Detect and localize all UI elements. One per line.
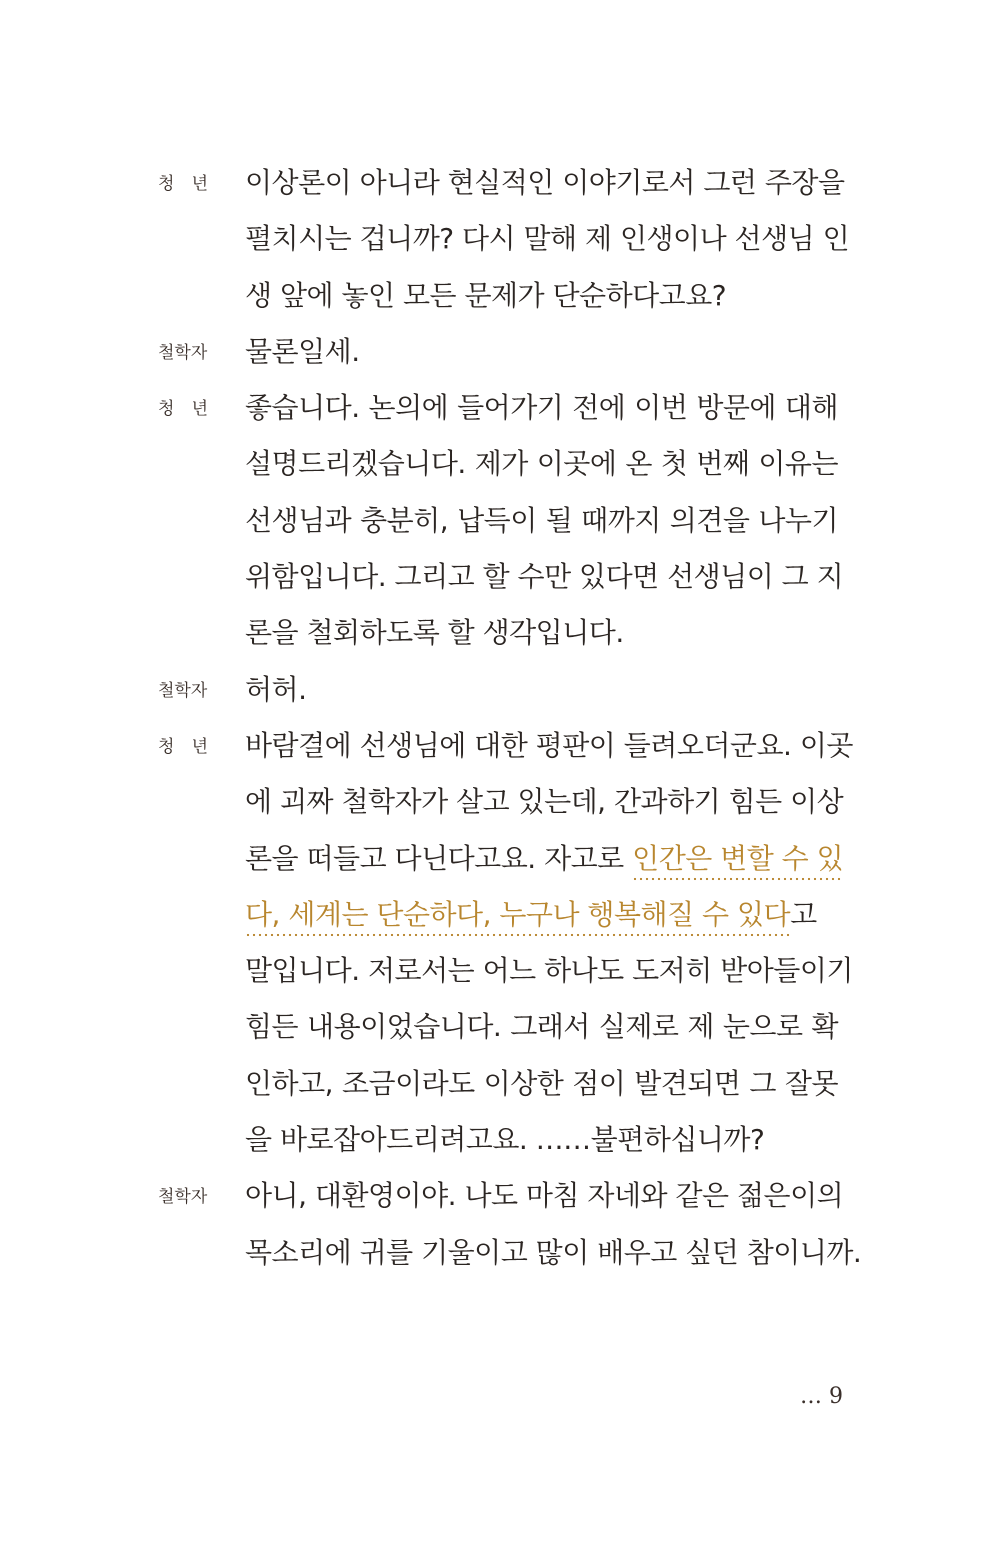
body-text: 힘든 내용이었습니다. 그래서 실제로 제 눈으로 확 bbox=[245, 1010, 838, 1044]
body-text: 을 바로잡아드리려고요. ……불편하십니까? bbox=[245, 1123, 765, 1157]
text-line bbox=[245, 1225, 862, 1281]
body-text: 목소리에 귀를 기울이고 많이 배우고 싶던 참이니까. bbox=[245, 1235, 862, 1269]
text-line bbox=[245, 436, 838, 492]
text-line bbox=[245, 831, 844, 887]
text-line bbox=[245, 605, 838, 661]
speaker-label: 철학자 bbox=[158, 680, 208, 701]
dialogue-entry bbox=[0, 324, 983, 380]
text-line bbox=[245, 662, 838, 718]
body-text: 론을 떠들고 다닌다고요. 자고로 bbox=[245, 841, 633, 875]
text-line bbox=[245, 1056, 838, 1112]
dialogue-entry bbox=[0, 1168, 983, 1281]
body-text: 바람결에 선생님에 대한 평판이 들려오더군요. 이곳 bbox=[245, 728, 853, 762]
speaker-label: 청 년 bbox=[158, 736, 208, 757]
body-text: 펼치시는 겁니까? 다시 말해 제 인생이나 선생님 인 bbox=[245, 222, 850, 256]
body-text: 좋습니다. 논의에 들어가기 전에 이번 방문에 대해 bbox=[245, 391, 838, 425]
highlighted-text: 인간은 변할 수 있 bbox=[632, 831, 843, 887]
text-line bbox=[245, 268, 838, 324]
text-line bbox=[245, 774, 844, 830]
speaker-label: 청 년 bbox=[158, 174, 208, 194]
text-line bbox=[245, 887, 838, 943]
text-line bbox=[245, 943, 853, 999]
text-line bbox=[245, 999, 838, 1055]
text-line bbox=[245, 718, 853, 774]
text-line bbox=[245, 549, 844, 605]
body-text: 허허. bbox=[245, 672, 307, 706]
dialogue-entry bbox=[0, 662, 983, 718]
speaker-label: 철학자 bbox=[158, 1187, 208, 1208]
body-text: 선생님과 충분히, 납득이 될 때까지 의견을 나누기 bbox=[245, 503, 838, 537]
text-line bbox=[245, 1168, 844, 1224]
body-text: 설명드리겠습니다. 제가 이곳에 온 첫 번째 이유는 bbox=[245, 447, 838, 481]
text-line bbox=[245, 380, 838, 436]
highlighted-text: 다, 세계는 단순하다, 누구나 행복해질 수 있다 bbox=[245, 887, 790, 943]
body-text: 말입니다. 저로서는 어느 하나도 도저히 받아들이기 bbox=[245, 954, 853, 988]
page-number: … 9 bbox=[800, 1384, 843, 1409]
dialogue-entry bbox=[0, 155, 983, 324]
body-text: 론을 철회하도록 할 생각입니다. bbox=[245, 616, 624, 650]
body-text: 인하고, 조금이라도 이상한 점이 발견되면 그 잘못 bbox=[245, 1066, 838, 1100]
text-line bbox=[245, 211, 850, 267]
dialogue-entry bbox=[0, 718, 983, 1168]
body-text: 생 앞에 놓인 모든 문제가 단순하다고요? bbox=[245, 278, 727, 312]
body-text: 아니, 대환영이야. 나도 마침 자네와 같은 젊은이의 bbox=[245, 1179, 844, 1213]
text-line bbox=[245, 1112, 838, 1168]
body-text: 위함입니다. 그리고 할 수만 있다면 선생님이 그 지 bbox=[245, 560, 844, 594]
speaker-label: 청 년 bbox=[158, 399, 208, 420]
text-line bbox=[245, 155, 845, 211]
body-text: 에 괴짜 철학자가 살고 있는데, 간과하기 힘든 이상 bbox=[245, 785, 844, 819]
dialogue-entry bbox=[0, 380, 983, 661]
text-line bbox=[245, 324, 838, 380]
text-line bbox=[245, 493, 838, 549]
body-text: 고 bbox=[790, 897, 817, 931]
dialogue bbox=[0, 155, 983, 1281]
body-text: 이상론이 아니라 현실적인 이야기로서 그런 주장을 bbox=[245, 166, 845, 199]
speaker-label: 철학자 bbox=[158, 342, 208, 363]
body-text: 물론일세. bbox=[245, 334, 360, 368]
